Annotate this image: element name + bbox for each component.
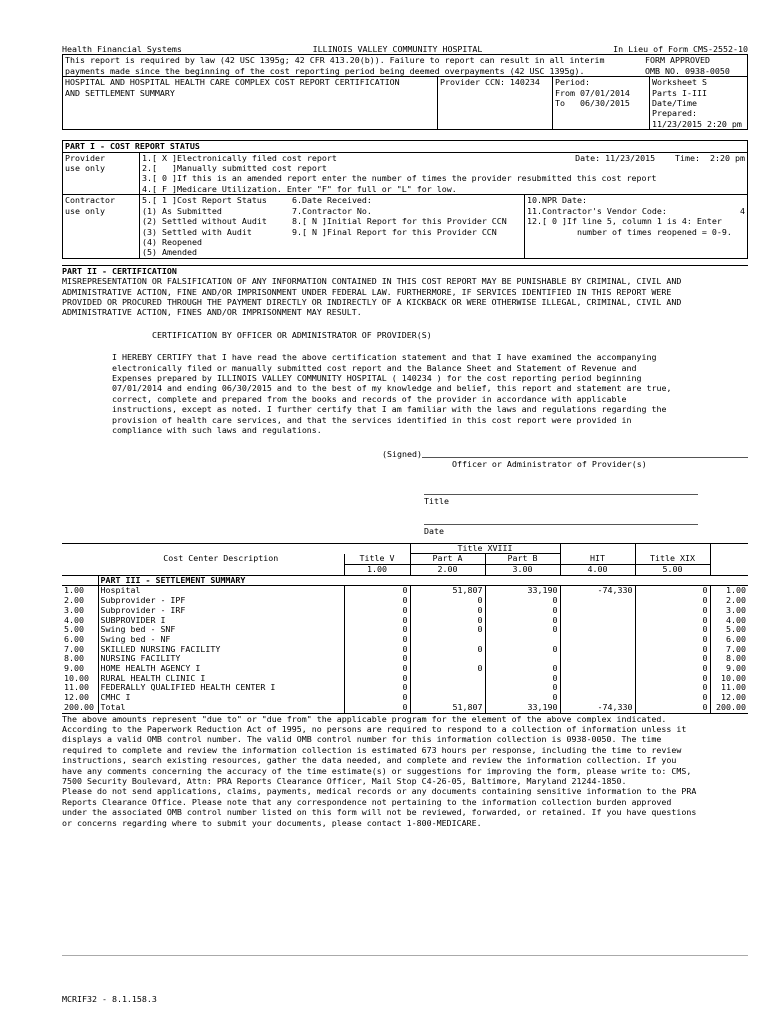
row-number-right: 1.00 xyxy=(710,586,748,596)
row-number-right: 12.00 xyxy=(710,693,748,703)
reopened-line: number of times reopened = 0-9. xyxy=(577,226,732,237)
row-value xyxy=(560,645,635,655)
row-value xyxy=(560,616,635,626)
row-value: 0 xyxy=(485,625,560,635)
row-value: 33,190 xyxy=(485,703,560,713)
cert-line: I HEREBY CERTIFY that I have read the above certification statement and that I have examined the accompanying xyxy=(112,352,657,363)
row-number: 4.00 xyxy=(64,614,84,625)
row-number: 7.00 xyxy=(64,643,84,654)
row-value: 0 xyxy=(635,683,710,693)
row-value xyxy=(560,625,635,635)
provider-use-label: Provider xyxy=(65,152,105,163)
paperwork-line: instructions, search existing resources, gather the data needed, and complete and review the information collection. If you xyxy=(62,755,677,766)
certification-title: CERTIFICATION BY OFFICER OR ADMINISTRATOR OF PROVIDER(S) xyxy=(152,329,432,340)
row-description: HOME HEALTH AGENCY I xyxy=(98,664,344,674)
row-number-right: 6.00 xyxy=(710,635,748,645)
software-version: MCRIF32 - 8.1.158.3 xyxy=(62,994,157,1004)
row-value: 0 xyxy=(410,664,485,674)
row-value: 51,807 xyxy=(410,703,485,713)
row-value: 0 xyxy=(485,616,560,626)
row-description: Hospital xyxy=(98,586,344,596)
col-header: Title V xyxy=(344,554,410,565)
row-number: 11.00 xyxy=(64,682,89,693)
part3-heading: PART III - SETTLEMENT SUMMARY xyxy=(98,575,748,586)
row-value: 0 xyxy=(635,703,710,713)
date-line xyxy=(424,518,698,525)
row-value: 0 xyxy=(635,693,710,703)
cert-line: compliance with such laws and regulations. xyxy=(112,425,322,435)
omb-number: OMB NO. 0938-0050 xyxy=(645,65,730,76)
contractor-use-label: Contractor xyxy=(65,195,115,206)
row-value: -74,330 xyxy=(560,586,635,596)
row-number-right: 200.00 xyxy=(710,703,748,713)
filed-date-time: Date: 11/23/2015 Time: 2:20 pm xyxy=(575,152,745,163)
row-value: 0 xyxy=(344,616,410,626)
vendor-code-line: 11.Contractor's Vendor Code: xyxy=(527,205,667,216)
row-number: 9.00 xyxy=(64,663,84,674)
row-value: 0 xyxy=(344,635,410,645)
row-value: 0 xyxy=(344,664,410,674)
col-number: 3.00 xyxy=(485,565,560,576)
cert-line: Expenses prepared by ILLINOIS VALLEY COMMUNITY HOSPITAL ( 140234 ) for the cost reporting period beginning xyxy=(112,372,642,383)
paperwork-line: required to complete and review the information collection is estimated 673 hours per response, including the time to review xyxy=(62,744,682,755)
row-value xyxy=(485,654,560,664)
row-value: 0 xyxy=(485,674,560,684)
status-option: (3) Settled with Audit xyxy=(142,226,252,237)
worksheet-label: Worksheet S xyxy=(652,77,707,88)
status-option: (4) Reopened xyxy=(142,236,202,247)
paperwork-line: According to the Paperwork Reduction Act of 1995, no persons are required to respond to a collection of information unless it xyxy=(62,723,687,734)
row-value: 0 xyxy=(344,683,410,693)
row-value: -74,330 xyxy=(560,703,635,713)
contractor-use-label: use only xyxy=(65,205,105,216)
row-value: 51,807 xyxy=(410,586,485,596)
paperwork-line: Reports Clearance Office. Please note that any correspondence not pertaining to the information collection burden approved xyxy=(62,796,672,807)
settlement-summary-table xyxy=(62,543,748,713)
row-value xyxy=(560,606,635,616)
summary-note: The above amounts represent "due to" or "due from" the applicable program for the element of the above complex indicated. xyxy=(62,713,748,724)
row-number-right: 5.00 xyxy=(710,625,748,635)
title-block-sign xyxy=(424,488,698,506)
contractor-use-block xyxy=(62,195,748,258)
signed-label: (Signed) xyxy=(382,449,422,460)
paperwork-line: 7500 Security Boulevard, Attn: PRA Reports Clearance Officer, Mail Stop C4-26-05, Baltimore, Maryland 21244-1850. xyxy=(62,776,627,787)
row-value: 0 xyxy=(410,616,485,626)
status-option: (1) As Submitted xyxy=(142,205,222,216)
paperwork-line: displays a valid OMB control number. The valid OMB control number for this information collection is 0938-0050. The time xyxy=(62,734,662,745)
period-to: To 06/30/2015 xyxy=(555,98,630,109)
paperwork-line: have any comments concerning the accuracy of the time estimate(s) or suggestions for improving the form, please write to: CMS, xyxy=(62,765,692,776)
row-value xyxy=(560,683,635,693)
notice-line: payments made since the beginning of the cost reporting period being deemed overpayments (42 USC 1395g). xyxy=(65,65,585,76)
utilization-line: 4.[ F ]Medicare Utilization. Enter "F" for full or "L" for low. xyxy=(142,183,457,194)
report-header xyxy=(62,44,748,54)
row-value: 0 xyxy=(344,625,410,635)
title18-header: Title XVIII xyxy=(410,543,560,554)
row-value: 0 xyxy=(485,693,560,703)
row-value xyxy=(560,596,635,606)
row-description: Subprovider - IPF xyxy=(98,596,344,606)
report-status-line: 5.[ 1 ]Cost Report Status xyxy=(142,195,267,206)
cert-line: provision of health care services, and that the services identified in this cost report were provided in xyxy=(112,414,632,425)
row-value: 0 xyxy=(635,625,710,635)
row-number-right: 2.00 xyxy=(710,596,748,606)
certification-warning xyxy=(62,276,748,318)
row-value: 0 xyxy=(410,606,485,616)
manual-submitted-line: 2.[ ]Manually submitted cost report xyxy=(142,163,327,174)
row-value: 0 xyxy=(635,606,710,616)
report-title: AND SETTLEMENT SUMMARY xyxy=(65,87,175,98)
date-received-line: 6.Date Received: xyxy=(292,195,372,206)
row-number-right: 9.00 xyxy=(710,664,748,674)
warning-line: ADMINISTRATIVE ACTION, FINES AND/OR IMPRISONMENT MAY RESULT. xyxy=(62,307,362,318)
officer-label: Officer or Administrator of Provider(s) xyxy=(451,459,647,470)
col-header: Title XIX xyxy=(635,554,710,565)
col-number: 4.00 xyxy=(560,565,635,576)
part1-heading: PART I - COST REPORT STATUS xyxy=(62,140,748,152)
col-header: Part B xyxy=(485,554,560,565)
row-value: 0 xyxy=(635,664,710,674)
row-description: Swing bed - SNF xyxy=(98,625,344,635)
row-value: 0 xyxy=(344,703,410,713)
row-value: 0 xyxy=(635,596,710,606)
row-value xyxy=(560,664,635,674)
row-number: 6.00 xyxy=(64,633,84,644)
certification-text xyxy=(62,352,748,435)
row-number-right: 11.00 xyxy=(710,683,748,693)
row-value xyxy=(560,654,635,664)
contractor-no-line: 7.Contractor No. xyxy=(292,205,372,216)
report-title: HOSPITAL AND HOSPITAL HEALTH CARE COMPLEX COST REPORT CERTIFICATION xyxy=(65,77,400,88)
row-value xyxy=(410,683,485,693)
form-number: In Lieu of Form CMS-2552-10 xyxy=(613,44,748,54)
row-number-right: 3.00 xyxy=(710,606,748,616)
row-description: NURSING FACILITY xyxy=(98,654,344,664)
row-value: 0 xyxy=(485,606,560,616)
signature-block xyxy=(62,449,748,469)
row-value: 0 xyxy=(344,596,410,606)
title-line xyxy=(424,488,698,495)
row-number-right: 7.00 xyxy=(710,645,748,655)
row-value: 0 xyxy=(485,596,560,606)
form-approved: FORM APPROVED xyxy=(645,55,710,66)
row-value: 0 xyxy=(344,586,410,596)
parts-label: Parts I-III xyxy=(652,87,707,98)
row-value: 0 xyxy=(344,654,410,664)
part2-heading: PART II - CERTIFICATION xyxy=(62,265,748,276)
row-description: SUBPROVIDER I xyxy=(98,616,344,626)
row-description: SKILLED NURSING FACILITY xyxy=(98,645,344,655)
cert-line: correct, complete and prepared from the books and records of the provider in accordance with applicable xyxy=(112,393,627,404)
row-value xyxy=(485,635,560,645)
row-number-right: 8.00 xyxy=(710,654,748,664)
row-number: 1.00 xyxy=(64,585,84,596)
row-value: 0 xyxy=(344,674,410,684)
reopened-line: 12.[ 0 ]If line 5, column 1 is 4: Enter xyxy=(527,216,722,227)
row-value: 33,190 xyxy=(485,586,560,596)
row-number: 2.00 xyxy=(64,595,84,606)
title-block xyxy=(62,77,748,130)
row-number: 3.00 xyxy=(64,604,84,615)
status-option: (5) Amended xyxy=(142,247,197,258)
row-value: 0 xyxy=(410,596,485,606)
cert-line: 07/01/2014 and ending 06/30/2015 and to the best of my knowledge and belief, this report and statement are true, xyxy=(112,383,672,394)
footer-rule xyxy=(62,955,748,956)
title-label: Title xyxy=(424,495,449,506)
row-value: 0 xyxy=(410,625,485,635)
cost-report-page xyxy=(62,44,748,828)
col-header: Part A xyxy=(410,554,485,565)
paperwork-line: under the associated OMB control number listed on this form will not be reviewed, forwarded, or retained. If you have questions xyxy=(62,807,697,818)
row-description: Total xyxy=(98,703,344,713)
date-label: Date xyxy=(424,526,444,537)
row-value: 0 xyxy=(635,674,710,684)
signature-line xyxy=(422,449,748,458)
date-prepared-label: Date/Time Prepared: xyxy=(652,98,697,119)
row-value: 0 xyxy=(635,616,710,626)
col-header: HIT xyxy=(560,554,635,565)
col-number: 1.00 xyxy=(344,565,410,576)
paperwork-line: or concerns regarding where to submit your documents, please contact 1-800-MEDICARE. xyxy=(62,817,482,828)
row-value: 0 xyxy=(635,654,710,664)
row-value: 0 xyxy=(344,606,410,616)
row-number: 10.00 xyxy=(64,672,89,683)
row-value: 0 xyxy=(344,693,410,703)
paperwork-line: Please do not send applications, claims, payments, medical records or any documents containing sensitive information to the PRA xyxy=(62,786,697,797)
row-number: 8.00 xyxy=(64,653,84,664)
row-description: Swing bed - NF xyxy=(98,635,344,645)
row-number: 12.00 xyxy=(64,692,89,703)
row-value: 0 xyxy=(635,635,710,645)
col-number: 5.00 xyxy=(635,565,710,576)
period-from: From 07/01/2014 xyxy=(555,87,630,98)
row-number-right: 10.00 xyxy=(710,674,748,684)
period-label: Period: xyxy=(555,77,590,88)
date-block-sign xyxy=(424,518,698,536)
initial-report-line: 8.[ N ]Initial Report for this Provider CCN xyxy=(292,216,507,227)
row-value: 0 xyxy=(410,645,485,655)
row-value xyxy=(560,635,635,645)
row-value: 0 xyxy=(485,683,560,693)
row-value: 0 xyxy=(485,645,560,655)
col-number: 2.00 xyxy=(410,565,485,576)
row-value: 0 xyxy=(344,645,410,655)
warning-line: PROVIDED OR PROCURED THROUGH THE PAYMENT DIRECTLY OR INDIRECTLY OF A KICKBACK OR WERE OTHERWISE ILLEGAL, CRIMINAL, CIVIL AND xyxy=(62,296,682,307)
cert-line: electronically filed or manually submitted cost report and the Balance Sheet and Statement of Revenue and xyxy=(112,362,637,373)
npr-date-line: 10.NPR Date: xyxy=(527,195,587,206)
final-report-line: 9.[ N ]Final Report for this Provider CCN xyxy=(292,226,497,237)
notice-line: This report is required by law (42 USC 1395g; 42 CFR 413.20(b)). Failure to report can result in all interim xyxy=(65,55,605,66)
row-value xyxy=(410,654,485,664)
date-prepared: 11/23/2015 2:20 pm xyxy=(652,118,742,129)
electronic-filed-line: 1.[ X ]Electronically filed cost report xyxy=(142,152,337,163)
software-name: Health Financial Systems xyxy=(62,44,182,54)
row-value: 0 xyxy=(485,664,560,674)
status-option: (2) Settled without Audit xyxy=(142,216,267,227)
row-number: 200.00 xyxy=(64,701,94,712)
notice-block xyxy=(62,54,748,77)
row-description: RURAL HEALTH CLINIC I xyxy=(98,674,344,684)
provider-use-label: use only xyxy=(65,163,105,174)
row-description: FEDERALLY QUALIFIED HEALTH CENTER I xyxy=(98,683,344,693)
row-description: CMHC I xyxy=(98,693,344,703)
summary-row xyxy=(62,703,748,713)
col-desc-header: Cost Center Description xyxy=(163,552,279,563)
warning-line: MISREPRESENTATION OR FALSIFICATION OF ANY INFORMATION CONTAINED IN THIS COST REPORT MAY BE PUNISHABLE BY CRIMINAL, CIVIL AND xyxy=(62,276,682,287)
vendor-code-value: 4 xyxy=(740,205,745,216)
warning-line: ADMINISTRATIVE ACTION, FINE AND/OR IMPRISONMENT UNDER FEDERAL LAW. FURTHERMORE, IF SERVICES IDENTIFIED IN THIS REPORT WERE xyxy=(62,286,672,297)
provider-ccn: Provider CCN: 140234 xyxy=(437,77,552,129)
row-value xyxy=(560,674,635,684)
hospital-name: ILLINOIS VALLEY COMMUNITY HOSPITAL xyxy=(312,44,483,54)
row-value: 0 xyxy=(635,586,710,596)
provider-use-block xyxy=(62,153,748,196)
row-value xyxy=(410,635,485,645)
amended-line: 3.[ 0 ]If this is an amended report enter the number of times the provider resubmitted this cost report xyxy=(142,173,657,184)
row-number: 5.00 xyxy=(64,624,84,635)
row-value: 0 xyxy=(635,645,710,655)
cert-line: instructions, except as noted. I further certify that I am familiar with the laws and regulations regarding the xyxy=(112,404,667,415)
row-value xyxy=(410,674,485,684)
row-number-right: 4.00 xyxy=(710,616,748,626)
paperwork-notice xyxy=(62,724,748,828)
row-description: Subprovider - IRF xyxy=(98,606,344,616)
